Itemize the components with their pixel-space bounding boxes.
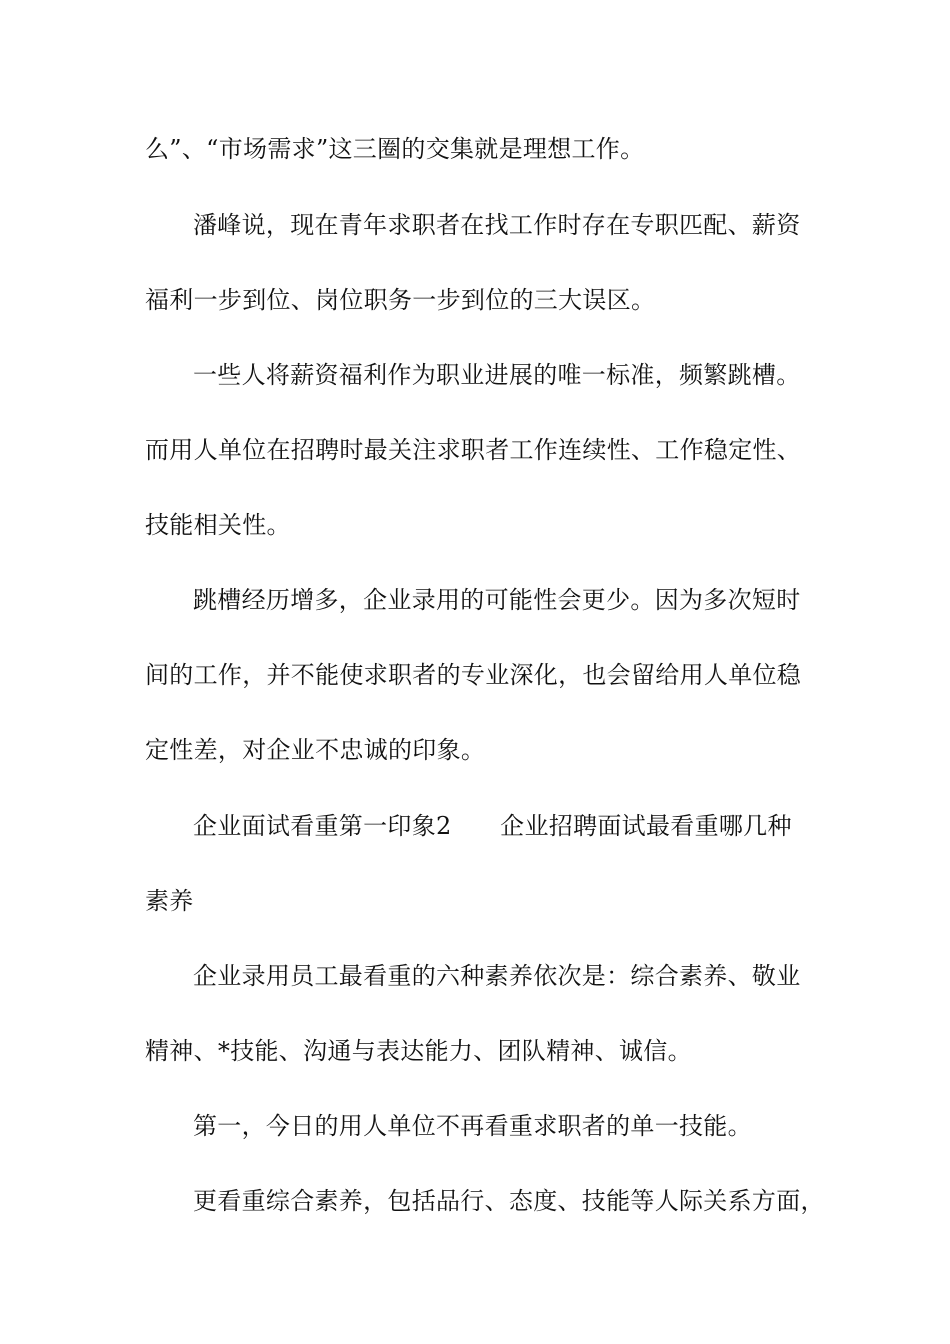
section-heading-line: 素养 <box>145 887 194 915</box>
text-line: 企业录用员工最看重的六种素养依次是：综合素养、敬业 <box>193 962 801 990</box>
text-line: 跳槽经历增多，企业录用的可能性会更少。因为多次短时 <box>193 586 801 614</box>
text-line: 定性差，对企业不忠诚的印象。 <box>145 736 486 764</box>
text-line: 一些人将薪资福利作为职业进展的唯一标准，频繁跳槽。 <box>193 361 801 389</box>
section-heading-line: 企业面试看重第一印象2 企业招聘面试最看重哪几种 <box>193 812 792 840</box>
text-line: 更看重综合素养，包括品行、态度、技能等人际关系方面， <box>193 1187 825 1215</box>
text-line: 间的工作，并不能使求职者的专业深化，也会留给用人单位稳 <box>145 661 802 689</box>
text-line: 潘峰说，现在青年求职者在找工作时存在专职匹配、薪资 <box>193 211 801 239</box>
text-line: 福利一步到位、岗位职务一步到位的三大误区。 <box>145 286 656 314</box>
text-line: 而用人单位在招聘时最关注求职者工作连续性、工作稳定性、 <box>145 436 802 464</box>
text-line: 技能相关性。 <box>145 511 291 539</box>
text-line: 么”、“市场需求”这三圈的交集就是理想工作。 <box>145 135 645 163</box>
text-line: 精神、*技能、沟通与表达能力、团队精神、诚信。 <box>145 1037 692 1065</box>
text-line: 第一，今日的用人单位不再看重求职者的单一技能。 <box>193 1112 752 1140</box>
